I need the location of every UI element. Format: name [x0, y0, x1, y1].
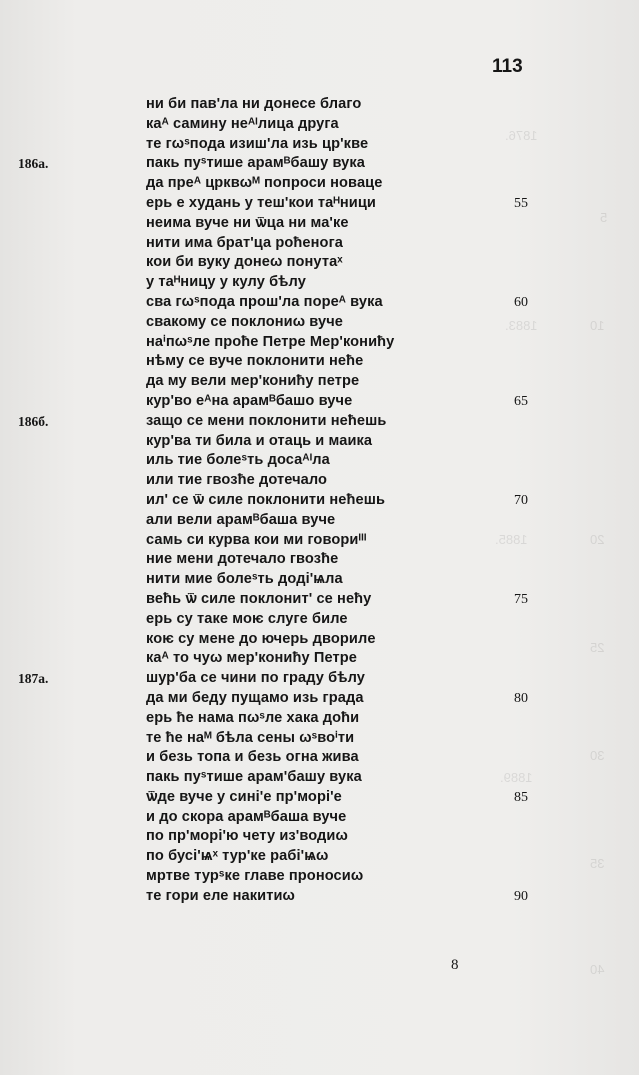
- folio-mark: 186а.: [18, 156, 49, 172]
- verse-line: сва гωˢпода прош'ла пореᴬ вука: [146, 293, 383, 310]
- page-number: 113: [492, 56, 523, 77]
- verse-line: свакому се поклониω вуче: [146, 313, 343, 330]
- verse-line: нити мие болеˢть доді'ѩла: [146, 571, 343, 588]
- verse-line: ние мени дотечало гвозће: [146, 551, 339, 568]
- line-number: 85: [514, 790, 528, 805]
- verse-line: да ми беду пущамо изь града: [146, 689, 364, 706]
- verse-line: те ће наᴹ бѣла сены ωˢвоⁱти: [146, 729, 355, 746]
- verse-line: неима вуче ни ѿца ни ма'ке: [146, 214, 349, 231]
- verse-line: да преᴬ црквωᴹ попроси новаце: [146, 175, 383, 192]
- verse-line: те гори еле накитиω: [146, 887, 295, 904]
- verse-line: по пр'морі'ю чету из'водиω: [146, 828, 348, 845]
- verse-line: кур'во еᴬна арамᴮбашо вуче: [146, 392, 353, 409]
- line-number: 75: [514, 592, 528, 607]
- verse-line: кои би вуку донеω понутаˣ: [146, 254, 343, 271]
- verse-line: по бусі'ѩˣ тур'ке рабі'ѩω: [146, 848, 329, 865]
- verse-line: пакь пуˢтише арам'башу вука: [146, 769, 362, 786]
- verse-line: или тие гвозће дотечало: [146, 472, 328, 489]
- verse-line: ил' се ѿ силе поклонити нећешь: [146, 491, 386, 508]
- verse-line: те гωˢпода изиш'ла изь цр'кве: [146, 135, 369, 152]
- verse-line: и безь топа и безь огна жива: [146, 749, 359, 766]
- line-number: 70: [514, 493, 528, 508]
- verse-line: ни би пав'ла ни донесе благо: [146, 96, 362, 112]
- verse-line: ерь су таке моѥ слуге биле: [146, 610, 348, 627]
- verse-line: ерь е худань у теш'кои таᴴници: [146, 194, 376, 211]
- verse-line: коѥ су мене до ючерь дворилe: [146, 630, 376, 647]
- verse-line: нити има брат'ца роћенога: [146, 234, 343, 251]
- folio-mark: 187а.: [18, 671, 49, 687]
- verse-line: шур'ба се чини по граду бѣлу: [146, 670, 365, 687]
- verse-line: мртве турˢке главе проносиω: [146, 868, 364, 885]
- verse-line: защо се мени поклонити нећешь: [146, 412, 387, 429]
- poem-text: [146, 95, 394, 907]
- verse-line: и до скора арамᴮбаша вуче: [146, 808, 347, 825]
- verse-line: пакь пуˢтише арамᴮбашу вука: [146, 155, 366, 172]
- folio-mark: 186б.: [18, 413, 49, 429]
- verse-line: да му вели мер'конићу петре: [146, 373, 360, 390]
- verse-line: наⁱпωˢле проће Петре Мер'конићу: [146, 333, 395, 350]
- line-number: 90: [514, 889, 528, 904]
- line-number: 55: [514, 196, 528, 211]
- verse-line: каᴬ то чуω мер'конићу Петре: [146, 650, 357, 667]
- signature-mark: 8: [451, 957, 459, 973]
- line-number: 65: [514, 394, 528, 409]
- verse-line: већь ѿ силе поклонит' се нећу: [146, 590, 372, 607]
- verse-line: кур'ва ти била и отаць и маика: [146, 432, 373, 449]
- verse-line: ерь ће нама пωˢле хака доћи: [146, 709, 360, 726]
- verse-line: у таᴴницу у кулу бѣлу: [146, 274, 306, 291]
- show-through-text: 1876. 5 10 1883. 1885. 20 25 30 1889. 35 40: [495, 128, 608, 977]
- verse-line: нѣму се вуче поклонити неће: [146, 353, 364, 370]
- verse-line: ѿде вуче у сині'е пр'морі'е: [146, 788, 342, 805]
- verse-line: иль тие болеˢть досаᴬᴵла: [146, 452, 330, 469]
- verse-line: самь си курва кои ми говориᴵᴵᴵ: [146, 531, 367, 548]
- verse-line: али вели арамᴮбаша вуче: [146, 511, 336, 528]
- verse-line: каᴬ самину неᴬᴵлица друга: [146, 115, 339, 132]
- line-number: 60: [514, 295, 528, 310]
- line-number: 80: [514, 691, 528, 706]
